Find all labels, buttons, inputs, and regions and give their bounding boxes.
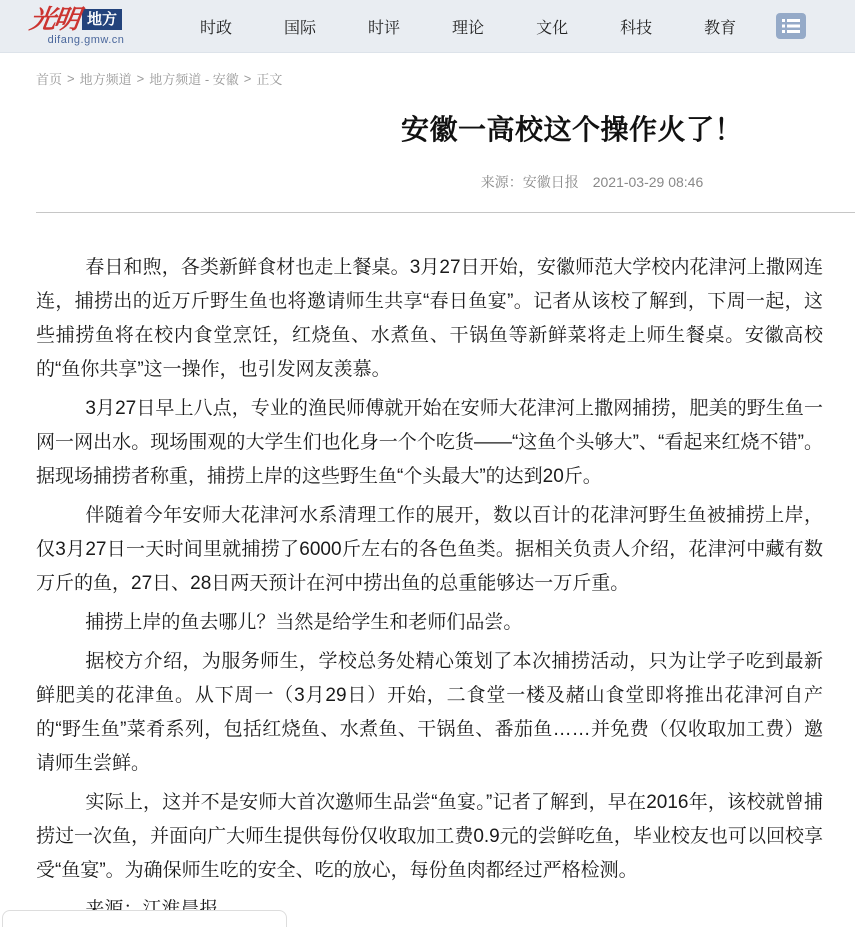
breadcrumb-separator: > bbox=[67, 71, 75, 86]
breadcrumb-local-channel[interactable]: 地方频道 bbox=[79, 72, 132, 87]
nav-item-lilun[interactable]: 理论 bbox=[452, 19, 485, 37]
article-body bbox=[0, 213, 824, 927]
article-paragraph: 实际上，这并不是安师大首次邀师生品尝“鱼宴。”记者了解到，早在2016年，该校就曾捕捞过一次鱼，并面向广大师生提供每份仅收取加工费0.9元的尝鲜吃鱼，毕业校友也可以回校享受“鱼宴”。为确保师生吃的安全、吃的放心，每份鱼肉都经过严格检测。 bbox=[36, 792, 823, 881]
breadcrumb-home[interactable]: 首页 bbox=[36, 72, 63, 87]
main-nav bbox=[174, 13, 806, 39]
breadcrumb bbox=[0, 53, 855, 88]
article-head bbox=[0, 110, 855, 150]
site-domain-text: difang.gmw.cn bbox=[47, 34, 125, 46]
list-menu-icon[interactable] bbox=[776, 13, 806, 39]
source-label: 来源： bbox=[480, 174, 523, 190]
article-paragraph: 捕捞上岸的鱼去哪儿？当然是给学生和老师们品尝。 bbox=[85, 612, 523, 633]
page-title: 安徽一高校这个操作火了！ bbox=[400, 114, 743, 145]
breadcrumb-separator: > bbox=[136, 71, 145, 86]
article-meta bbox=[0, 172, 855, 192]
article-paragraph: 春日和煦，各类新鲜食材也走上餐桌。3月27日开始，安徽师范大学校内花津河上撒网连连，捕捞出的近万斤野生鱼也将邀请师生共享“春日鱼宴”。记者从该校了解到，下周一起，这些捕捞鱼将在校内食堂烹饪，红烧鱼、水煮鱼、干锅鱼等新鲜菜将走上师生餐桌。安徽高校的“鱼你共享”这一操作，也引发网友羡慕。 bbox=[36, 257, 823, 380]
nav-item-guoji[interactable]: 国际 bbox=[284, 19, 317, 37]
publish-date: 2021-03-29 08:46 bbox=[592, 174, 704, 190]
breadcrumb-local-anhui[interactable]: 地方频道 - 安徽 bbox=[149, 72, 239, 87]
site-header bbox=[0, 0, 855, 53]
article-paragraph: 3月27日早上八点，专业的渔民师傅就开始在安师大花津河上撒网捕捞，肥美的野生鱼一网一网出水。现场围观的大学生们也化身一个个吃货——“这鱼个头够大”、“看起来红烧不错”。据现场捕捞者称重，捕捞上岸的这些野生鱼“个头最大”的达到20斤。 bbox=[36, 398, 823, 487]
site-logo-top bbox=[27, 4, 142, 34]
article-paragraph: 据校方介绍，为服务师生，学校总务处精心策划了本次捕捞活动，只为让学子吃到最新鲜肥美的花津鱼。从下周一（3月29日）开始，二食堂一楼及赭山食堂即将推出花津河自产的“野生鱼”菜肴系列，包括红烧鱼、水煮鱼、干锅鱼、番茄鱼……并免费（仅收取加工费）邀请师生尝鲜。 bbox=[36, 651, 823, 774]
breadcrumb-separator: > bbox=[243, 71, 252, 86]
nav-item-shiping[interactable]: 时评 bbox=[368, 19, 401, 37]
brand-calligraphy-logo: 光明 bbox=[27, 4, 81, 34]
breadcrumb-current-article: 正文 bbox=[256, 72, 283, 87]
nav-item-keji[interactable]: 科技 bbox=[620, 19, 653, 37]
related-card-partial bbox=[2, 910, 287, 927]
article-paragraph: 伴随着今年安师大花津河水系清理工作的展开，数以百计的花津河野生鱼被捕捞上岸，仅3月27日一天时间里就捕捞了6000斤左右的各色鱼类。据相关负责人介绍，花津河中藏有数万斤的鱼，27日、28日两天预计在河中捞出鱼的总重能够达一万斤重。 bbox=[36, 505, 823, 594]
nav-item-jiaoyu[interactable]: 教育 bbox=[704, 19, 737, 37]
section-badge: 地方 bbox=[82, 9, 122, 30]
site-logo[interactable] bbox=[27, 4, 142, 46]
source-name: 安徽日报 bbox=[522, 174, 579, 190]
nav-item-shizheng[interactable]: 时政 bbox=[200, 19, 233, 37]
nav-item-wenhua[interactable]: 文化 bbox=[536, 19, 569, 37]
list-menu-glyph bbox=[781, 18, 801, 34]
